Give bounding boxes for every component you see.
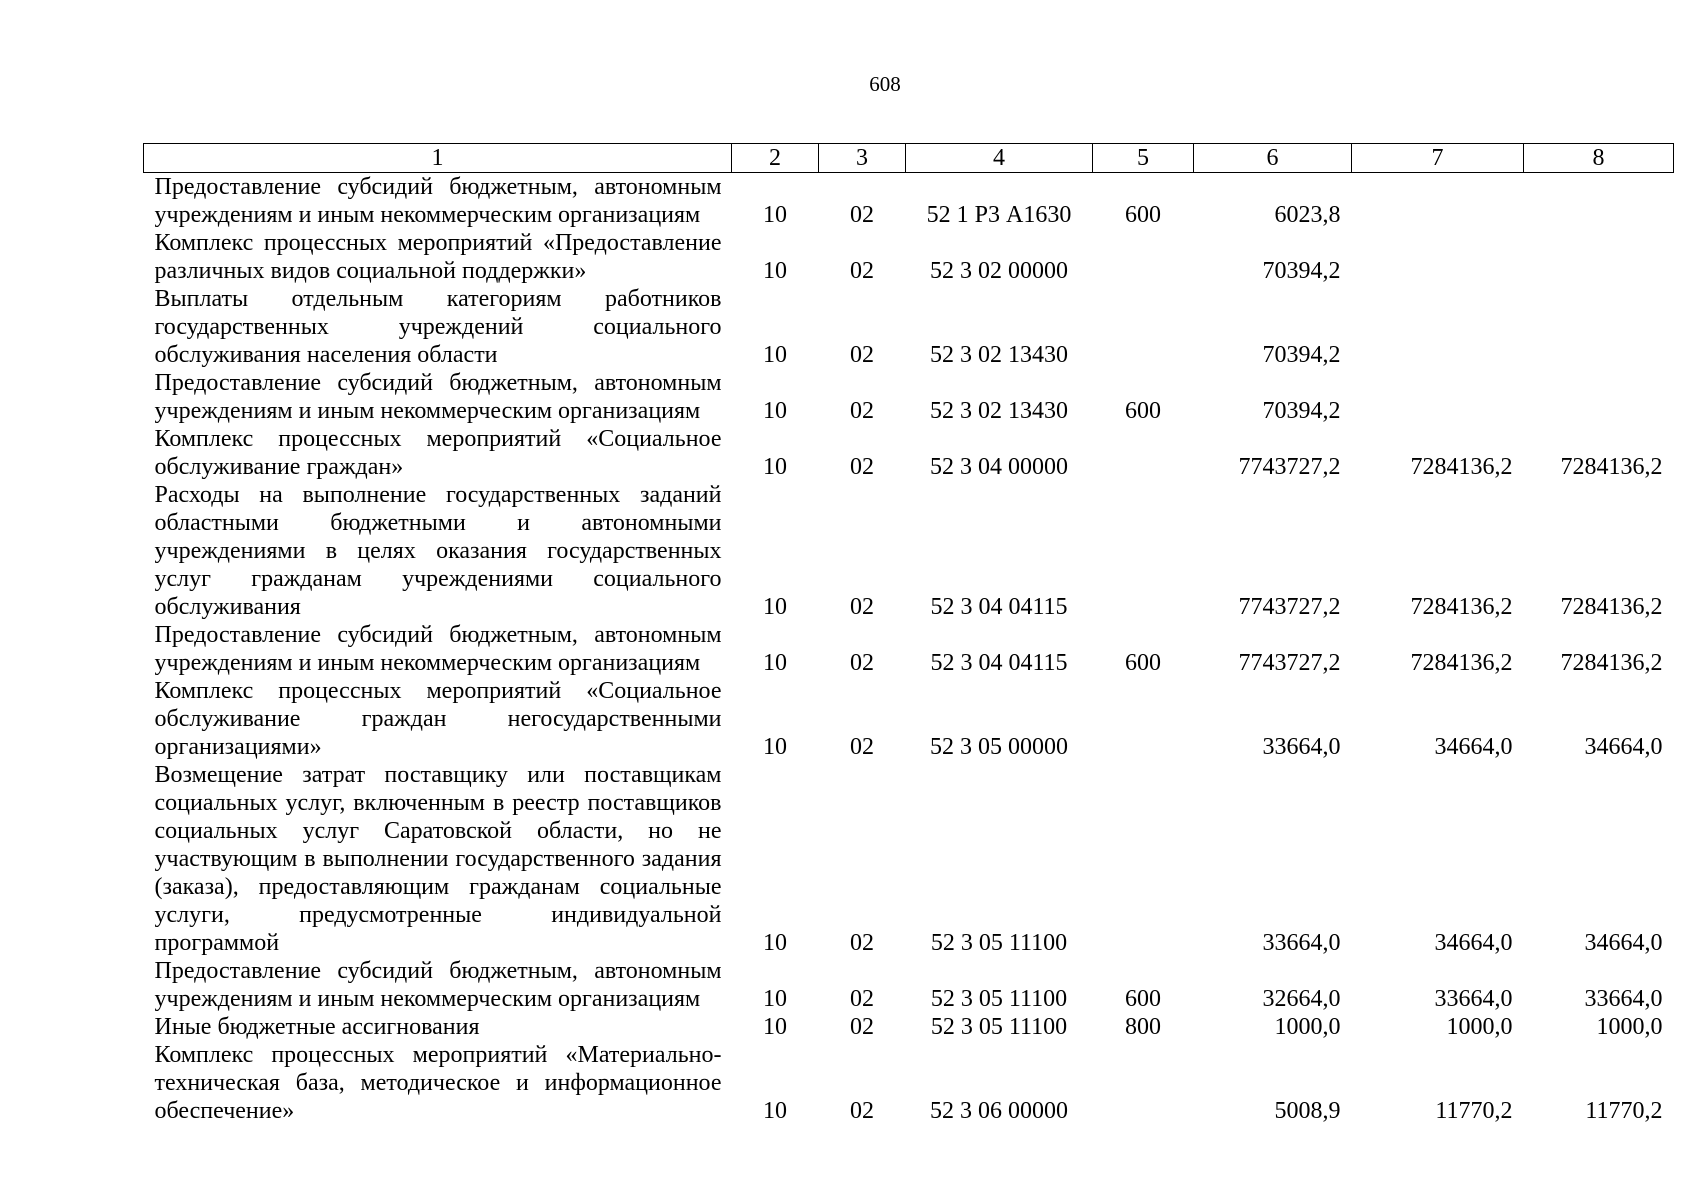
row-target-code: 52 3 06 00000: [930, 1098, 1068, 1124]
row-subsection: 02: [850, 986, 874, 1012]
row-section: 10: [763, 202, 787, 228]
row-section: 10: [763, 342, 787, 368]
table-row: [144, 229, 1674, 285]
row-value-6: 70394,2: [1262, 398, 1341, 424]
column-header-5: 5: [1093, 144, 1194, 173]
table-row: [144, 1041, 1674, 1125]
row-expense-type: 600: [1125, 650, 1161, 676]
table-row: [144, 1013, 1674, 1041]
row-value-7: 34664,0: [1434, 734, 1513, 760]
table-row: [144, 173, 1674, 230]
row-section: 10: [763, 398, 787, 424]
row-target-code: 52 3 02 13430: [930, 398, 1068, 424]
column-header-8: 8: [1524, 144, 1674, 173]
row-name: Комплекс процессных мероприятий «Социальное обслуживание граждан негосударственными организациями»: [154, 678, 722, 760]
row-value-6: 6023,8: [1274, 202, 1341, 228]
row-name: Предоставление субсидий бюджетным, автономным учреждениям и иным некоммерческим организациям: [154, 958, 722, 1012]
row-name: Предоставление субсидий бюджетным, автономным учреждениям и иным некоммерческим организациям: [154, 174, 722, 228]
row-value-6: 33664,0: [1262, 930, 1341, 956]
row-target-code: 52 3 04 00000: [930, 454, 1068, 480]
row-value-7: [1352, 229, 1524, 285]
row-subsection: 02: [850, 930, 874, 956]
table-row: [144, 481, 1674, 621]
row-section: 10: [763, 258, 787, 284]
budget-table: [143, 143, 1674, 1125]
row-target-code: 52 3 05 11100: [930, 1014, 1068, 1040]
row-value-7: 7284136,2: [1410, 454, 1513, 480]
row-value-6: 7743727,2: [1238, 454, 1341, 480]
row-subsection: 02: [850, 398, 874, 424]
row-expense-type: 600: [1125, 202, 1161, 228]
header-row: [144, 144, 1674, 173]
row-name: Комплекс процессных мероприятий «Предоставление различных видов социальной поддержки»: [154, 230, 722, 284]
row-section: 10: [763, 986, 787, 1012]
row-expense-type: [1093, 285, 1194, 369]
row-value-7: [1352, 173, 1524, 230]
row-name: Расходы на выполнение государственных заданий областными бюджетными и автономными учреждениями в целях оказания государственных услуг гражданам учреждениями социального обслуживания: [154, 482, 722, 620]
row-section: 10: [763, 650, 787, 676]
column-header-3: 3: [819, 144, 906, 173]
row-name: Возмещение затрат поставщику или поставщикам социальных услуг, включенным в реестр поставщиков социальных услуг Саратовской области, но не участвующим в выполнении государственного задания (заказа), предоставляющим гражданам социальные услуги, предусмотренные индивидуальной программой: [154, 762, 722, 956]
row-target-code: 52 3 05 00000: [930, 734, 1068, 760]
row-value-8: 34664,0: [1584, 930, 1663, 956]
row-name: Выплаты отдельным категориям работников государственных учреждений социального обслуживания населения области: [154, 286, 722, 368]
row-expense-type: [1093, 1041, 1194, 1125]
row-expense-type: 600: [1125, 398, 1161, 424]
row-name: Иные бюджетные ассигнования: [154, 1014, 480, 1040]
row-value-8: 1000,0: [1596, 1014, 1663, 1040]
row-target-code: 52 3 05 11100: [930, 986, 1068, 1012]
row-expense-type: [1093, 677, 1194, 761]
table-row: [144, 425, 1674, 481]
row-section: 10: [763, 454, 787, 480]
row-target-code: 52 3 04 04115: [930, 650, 1068, 676]
row-value-8: [1524, 369, 1674, 425]
row-value-7: 7284136,2: [1410, 650, 1513, 676]
row-value-7: 33664,0: [1434, 986, 1513, 1012]
table-row: [144, 957, 1674, 1013]
row-value-7: 7284136,2: [1410, 594, 1513, 620]
row-value-6: 7743727,2: [1238, 650, 1341, 676]
row-section: 10: [763, 1098, 787, 1124]
row-value-8: [1524, 285, 1674, 369]
row-value-7: 11770,2: [1435, 1098, 1513, 1124]
row-value-8: 33664,0: [1584, 986, 1663, 1012]
column-header-1: 1: [144, 144, 732, 173]
row-value-6: 70394,2: [1262, 258, 1341, 284]
row-expense-type: 800: [1125, 1014, 1161, 1040]
row-subsection: 02: [850, 202, 874, 228]
row-value-7: [1352, 285, 1524, 369]
page-number: 608: [869, 72, 901, 96]
row-value-8: 11770,2: [1585, 1098, 1663, 1124]
row-value-8: [1524, 173, 1674, 230]
row-value-6: 5008,9: [1274, 1098, 1341, 1124]
table-body: [144, 173, 1674, 1126]
row-name: Комплекс процессных мероприятий «Социальное обслуживание граждан»: [154, 426, 722, 480]
row-name: Комплекс процессных мероприятий «Материально-техническая база, методическое и информационное обеспечение»: [154, 1042, 722, 1124]
row-subsection: 02: [850, 1014, 874, 1040]
column-header-7: 7: [1352, 144, 1524, 173]
row-value-6: 7743727,2: [1238, 594, 1341, 620]
column-header-2: 2: [732, 144, 819, 173]
table-row: [144, 369, 1674, 425]
row-expense-type: [1093, 229, 1194, 285]
row-target-code: 52 3 05 11100: [930, 930, 1068, 956]
row-section: 10: [763, 594, 787, 620]
row-value-6: 32664,0: [1262, 986, 1341, 1012]
row-value-8: [1524, 229, 1674, 285]
row-subsection: 02: [850, 734, 874, 760]
table-row: [144, 285, 1674, 369]
table-header: [144, 144, 1674, 173]
table-row: [144, 677, 1674, 761]
row-value-6: 33664,0: [1262, 734, 1341, 760]
row-subsection: 02: [850, 454, 874, 480]
row-subsection: 02: [850, 342, 874, 368]
row-value-8: 34664,0: [1584, 734, 1663, 760]
row-expense-type: [1093, 761, 1194, 957]
row-subsection: 02: [850, 594, 874, 620]
row-value-8: 7284136,2: [1560, 650, 1663, 676]
row-subsection: 02: [850, 1098, 874, 1124]
row-target-code: 52 3 02 13430: [930, 342, 1068, 368]
row-value-7: 34664,0: [1434, 930, 1513, 956]
row-section: 10: [763, 734, 787, 760]
row-name: Предоставление субсидий бюджетным, автономным учреждениям и иным некоммерческим организациям: [154, 622, 722, 676]
table-row: [144, 621, 1674, 677]
row-name: Предоставление субсидий бюджетным, автономным учреждениям и иным некоммерческим организациям: [154, 370, 722, 424]
row-value-6: 1000,0: [1274, 1014, 1341, 1040]
row-expense-type: [1093, 481, 1194, 621]
row-expense-type: 600: [1125, 986, 1161, 1012]
row-target-code: 52 3 04 04115: [930, 594, 1068, 620]
row-target-code: 52 3 02 00000: [930, 258, 1068, 284]
row-subsection: 02: [850, 258, 874, 284]
row-value-6: 70394,2: [1262, 342, 1341, 368]
row-value-7: [1352, 369, 1524, 425]
row-value-8: 7284136,2: [1560, 454, 1663, 480]
table-row: [144, 761, 1674, 957]
row-section: 10: [763, 930, 787, 956]
column-header-6: 6: [1194, 144, 1352, 173]
row-section: 10: [763, 1014, 787, 1040]
row-target-code: 52 1 Р3 А1630: [926, 202, 1072, 228]
column-header-4: 4: [906, 144, 1093, 173]
row-subsection: 02: [850, 650, 874, 676]
row-expense-type: [1093, 425, 1194, 481]
row-value-8: 7284136,2: [1560, 594, 1663, 620]
row-value-7: 1000,0: [1446, 1014, 1513, 1040]
